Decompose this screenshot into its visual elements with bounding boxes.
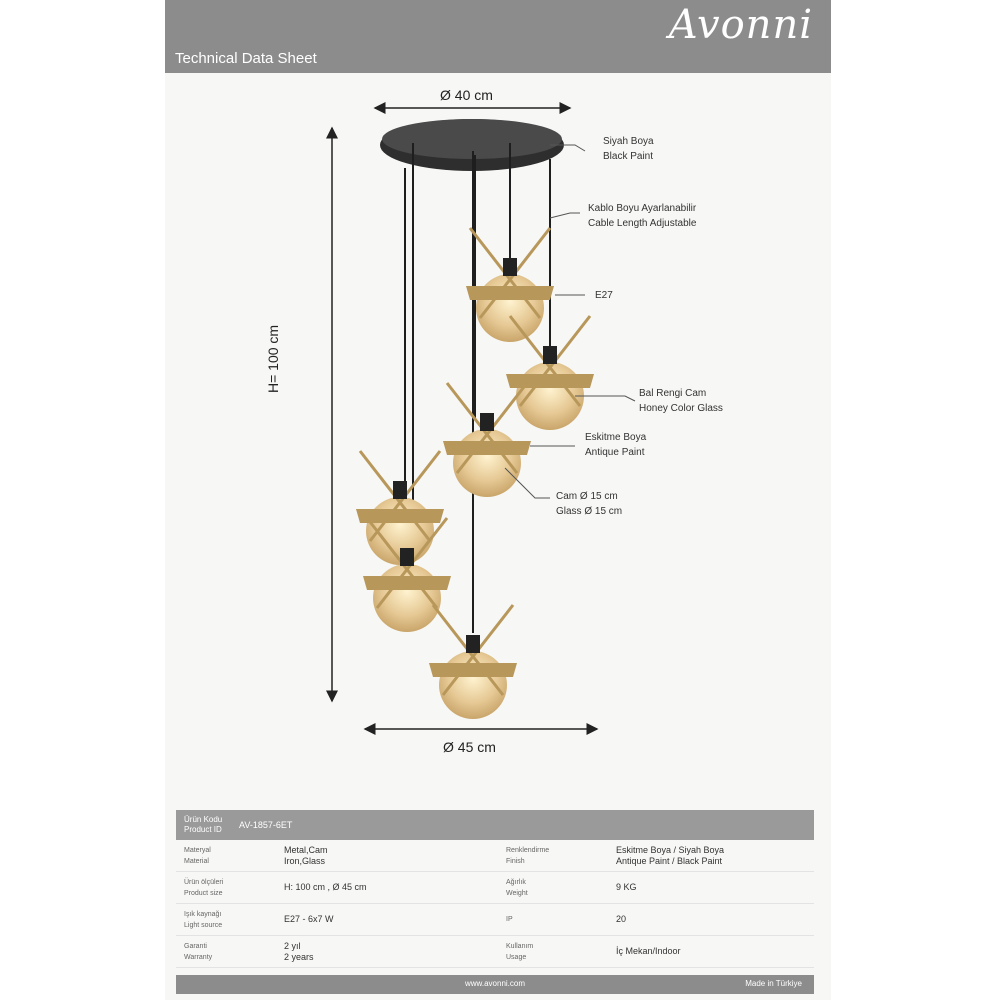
table-row: Ürün ölçüleri Product size H: 100 cm , Ø 45 cm Ağırlık Weight 9 KG (176, 872, 814, 904)
table-row: Materyal Material Metal,Cam Iron,Glass Renklendirme Finish Eskitme Boya / Siyah Boya Antique Paint / Black Paint (176, 840, 814, 872)
table-row: Garanti Warranty 2 yıl 2 years Kullanım Usage İç Mekan/Indoor (176, 936, 814, 968)
lamp-illustration (165, 73, 831, 793)
height-label: H= 100 cm (265, 324, 281, 393)
top-diameter-label: Ø 40 cm (440, 87, 493, 103)
brand-logo: Avonni (668, 2, 813, 48)
footer-origin: Made in Türkiye (745, 979, 802, 988)
spec-table (176, 810, 814, 968)
callout-black-paint: Siyah Boya Black Paint (603, 136, 654, 162)
footer-url[interactable]: www.avonni.com (464, 979, 526, 988)
callout-cable-length: Kablo Boyu Ayarlanabilir Cable Length Adjustable (588, 203, 697, 229)
table-row: Işık kaynağı Light source E27 - 6x7 W IP 20 (176, 904, 814, 936)
header-bar (165, 0, 831, 73)
page-title: Technical Data Sheet (175, 50, 317, 67)
spec-table-header: Ürün Kodu Product ID AV-1857-6ET (176, 810, 814, 840)
callout-glass-size: Cam Ø 15 cm Glass Ø 15 cm (556, 491, 623, 517)
callout-e27: E27 (595, 290, 613, 301)
pendant-4 (356, 451, 444, 565)
product-diagram (165, 73, 831, 793)
product-code: AV-1857-6ET (239, 820, 293, 830)
footer-bar (176, 975, 814, 994)
callout-honey-glass: Bal Rengi Cam Honey Color Glass (639, 388, 723, 414)
bottom-diameter-label: Ø 45 cm (443, 739, 496, 755)
callout-antique-paint: Eskitme Boya Antique Paint (585, 432, 647, 458)
